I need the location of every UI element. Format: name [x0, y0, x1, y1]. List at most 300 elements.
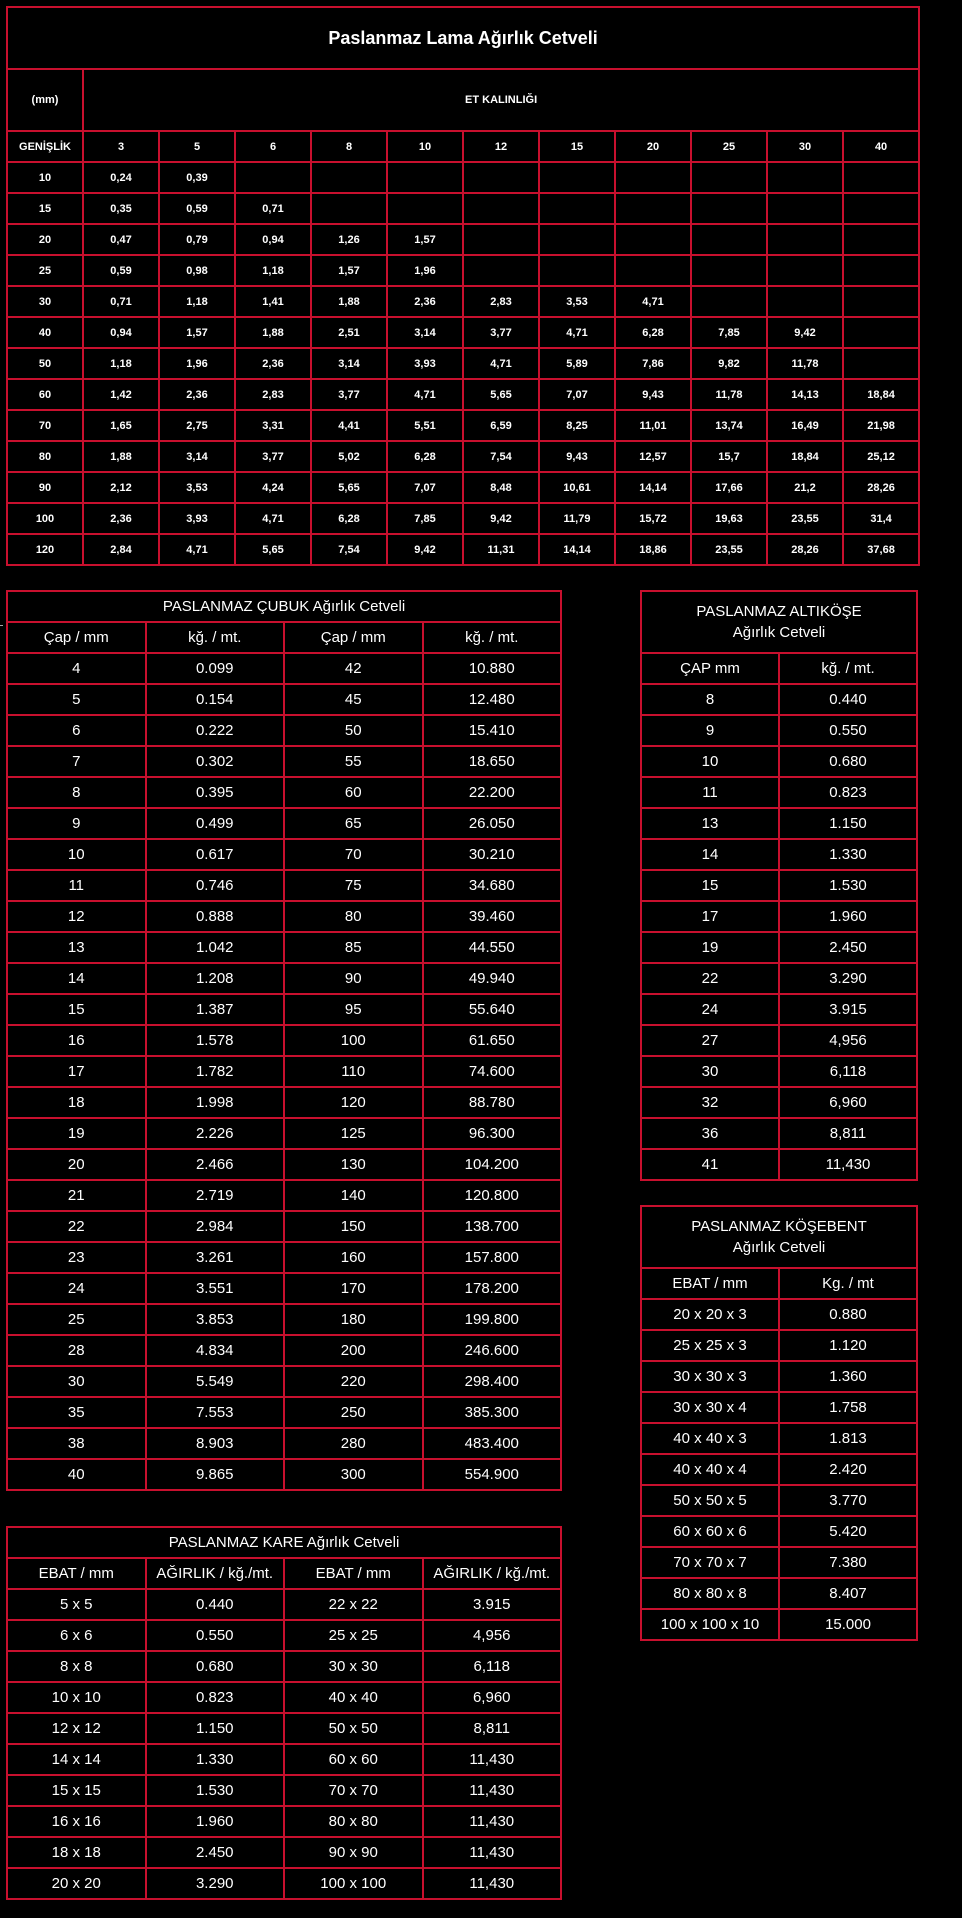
lama-weight-cell	[843, 286, 919, 317]
lama-weight-cell: 5,65	[463, 379, 539, 410]
table-row	[641, 1118, 917, 1149]
lama-weight-cell: 1,41	[235, 286, 311, 317]
altikose-header: kğ. / mt.	[779, 653, 917, 684]
cubuk-header: Çap / mm	[284, 622, 423, 653]
table-row	[7, 1366, 561, 1397]
kare-title: PASLANMAZ KARE Ağırlık Cetveli	[7, 1527, 561, 1558]
cubuk-cell: 74.600	[423, 1056, 562, 1087]
edge-tick	[0, 625, 3, 626]
table-row	[641, 1609, 917, 1640]
lama-weight-cell: 3,53	[539, 286, 615, 317]
table-row	[7, 1242, 561, 1273]
lama-thickness-header: 15	[539, 131, 615, 162]
kosebent-cell: 1.360	[779, 1361, 917, 1392]
kare-cell: 22 x 22	[284, 1589, 423, 1620]
altikose-cell: 8,811	[779, 1118, 917, 1149]
cubuk-cell: 7.553	[146, 1397, 285, 1428]
cubuk-cell: 20	[7, 1149, 146, 1180]
table-row	[7, 839, 561, 870]
table-row	[7, 994, 561, 1025]
lama-weight-cell: 7,86	[615, 348, 691, 379]
cubuk-cell: 80	[284, 901, 423, 932]
table-row	[641, 963, 917, 994]
kosebent-cell: 3.770	[779, 1485, 917, 1516]
table-row	[7, 932, 561, 963]
cubuk-cell: 280	[284, 1428, 423, 1459]
table-row	[7, 379, 919, 410]
lama-weight-cell: 25,12	[843, 441, 919, 472]
cubuk-cell: 4	[7, 653, 146, 684]
cubuk-cell: 25	[7, 1304, 146, 1335]
kare-header: EBAT / mm	[284, 1558, 423, 1589]
lama-weight-cell: 15,7	[691, 441, 767, 472]
kare-header: AĞIRLIK / kğ./mt.	[423, 1558, 562, 1589]
lama-title: Paslanmaz Lama Ağırlık Cetveli	[7, 7, 919, 69]
lama-weight-cell	[463, 224, 539, 255]
cubuk-cell: 2.226	[146, 1118, 285, 1149]
cubuk-cell: 1.998	[146, 1087, 285, 1118]
lama-weight-cell: 9,43	[539, 441, 615, 472]
cubuk-header: kğ. / mt.	[423, 622, 562, 653]
lama-weight-cell: 6,28	[311, 503, 387, 534]
lama-weight-cell: 1,57	[387, 224, 463, 255]
lama-weight-cell: 3,14	[387, 317, 463, 348]
table-row	[641, 932, 917, 963]
lama-weight-cell	[539, 193, 615, 224]
lama-weight-cell	[235, 162, 311, 193]
altikose-cell: 1.150	[779, 808, 917, 839]
lama-weight-cell	[843, 224, 919, 255]
kosebent-cell: 7.380	[779, 1547, 917, 1578]
lama-thickness-header: 8	[311, 131, 387, 162]
kare-cell: 0.680	[146, 1651, 285, 1682]
lama-weight-cell: 7,54	[311, 534, 387, 565]
lama-width-cell: 40	[7, 317, 83, 348]
kare-header: AĞIRLIK / kğ./mt.	[146, 1558, 285, 1589]
cubuk-cell: 65	[284, 808, 423, 839]
lama-weight-cell: 7,07	[539, 379, 615, 410]
lama-weight-cell	[463, 255, 539, 286]
cubuk-cell: 5.549	[146, 1366, 285, 1397]
kosebent-header: Kg. / mt	[779, 1268, 917, 1299]
lama-weight-cell	[691, 286, 767, 317]
table-row	[7, 162, 919, 193]
lama-weight-cell: 6,59	[463, 410, 539, 441]
lama-weight-cell: 5,65	[235, 534, 311, 565]
kosebent-title-line2: Ağırlık Cetveli	[732, 1239, 826, 1256]
lama-weight-cell: 5,51	[387, 410, 463, 441]
lama-thickness-header: 40	[843, 131, 919, 162]
altikose-cell: 30	[641, 1056, 779, 1087]
table-row	[7, 1713, 561, 1744]
cubuk-cell: 0.499	[146, 808, 285, 839]
cubuk-cell: 138.700	[423, 1211, 562, 1242]
lama-weight-cell	[539, 224, 615, 255]
lama-width-cell: 50	[7, 348, 83, 379]
cubuk-cell: 2.984	[146, 1211, 285, 1242]
lama-weight-cell: 2,75	[159, 410, 235, 441]
lama-weight-cell: 3,93	[387, 348, 463, 379]
lama-weight-cell	[463, 162, 539, 193]
altikose-cell: 0.550	[779, 715, 917, 746]
altikose-cell: 19	[641, 932, 779, 963]
kare-cell: 14 x 14	[7, 1744, 146, 1775]
lama-weight-cell	[843, 193, 919, 224]
cubuk-cell: 180	[284, 1304, 423, 1335]
lama-weight-cell: 3,77	[311, 379, 387, 410]
kare-cell: 4,956	[423, 1620, 562, 1651]
cubuk-cell: 21	[7, 1180, 146, 1211]
lama-weight-cell: 1,96	[387, 255, 463, 286]
cubuk-cell: 13	[7, 932, 146, 963]
lama-weight-cell: 0,59	[159, 193, 235, 224]
kare-cell: 30 x 30	[284, 1651, 423, 1682]
cubuk-cell: 100	[284, 1025, 423, 1056]
kare-cell: 0.823	[146, 1682, 285, 1713]
kare-cell: 8,811	[423, 1713, 562, 1744]
lama-weight-cell	[387, 162, 463, 193]
altikose-cell: 15	[641, 870, 779, 901]
kare-cell: 1.330	[146, 1744, 285, 1775]
kosebent-cell: 30 x 30 x 3	[641, 1361, 779, 1392]
lama-thickness-header: 5	[159, 131, 235, 162]
cubuk-cell: 157.800	[423, 1242, 562, 1273]
table-row	[641, 1087, 917, 1118]
altikose-cell: 13	[641, 808, 779, 839]
lama-weight-cell	[311, 162, 387, 193]
kare-cell: 12 x 12	[7, 1713, 146, 1744]
table-row	[7, 472, 919, 503]
lama-weight-cell	[767, 193, 843, 224]
table-row	[641, 684, 917, 715]
lama-weight-cell: 18,86	[615, 534, 691, 565]
table-row	[7, 1304, 561, 1335]
lama-weight-cell: 9,43	[615, 379, 691, 410]
cubuk-header: kğ. / mt.	[146, 622, 285, 653]
lama-weight-cell: 9,82	[691, 348, 767, 379]
table-row	[7, 1428, 561, 1459]
cubuk-cell: 44.550	[423, 932, 562, 963]
lama-weight-cell	[843, 255, 919, 286]
cubuk-cell: 298.400	[423, 1366, 562, 1397]
lama-weight-cell: 0,35	[83, 193, 159, 224]
lama-weight-cell: 23,55	[691, 534, 767, 565]
kosebent-cell: 100 x 100 x 10	[641, 1609, 779, 1640]
altikose-cell: 32	[641, 1087, 779, 1118]
cubuk-cell: 554.900	[423, 1459, 562, 1490]
lama-weight-cell: 11,79	[539, 503, 615, 534]
kosebent-cell: 60 x 60 x 6	[641, 1516, 779, 1547]
kare-header: EBAT / mm	[7, 1558, 146, 1589]
altikose-title-line1: PASLANMAZ ALTIKÖŞE	[696, 603, 862, 620]
table-row	[641, 1299, 917, 1330]
kosebent-header: EBAT / mm	[641, 1268, 779, 1299]
lama-weight-cell: 16,49	[767, 410, 843, 441]
cubuk-cell: 250	[284, 1397, 423, 1428]
cubuk-cell: 19	[7, 1118, 146, 1149]
lama-weight-cell	[463, 193, 539, 224]
kare-cell: 50 x 50	[284, 1713, 423, 1744]
table-row	[7, 1682, 561, 1713]
lama-weight-cell: 2,36	[235, 348, 311, 379]
lama-weight-cell: 9,42	[463, 503, 539, 534]
cubuk-title: PASLANMAZ ÇUBUK Ağırlık Cetveli	[7, 591, 561, 622]
altikose-cell: 14	[641, 839, 779, 870]
lama-weight-cell: 7,07	[387, 472, 463, 503]
cubuk-cell: 50	[284, 715, 423, 746]
altikose-cell: 0.823	[779, 777, 917, 808]
lama-weight-cell: 1,65	[83, 410, 159, 441]
lama-weight-cell: 15,72	[615, 503, 691, 534]
lama-width-cell: 80	[7, 441, 83, 472]
altikose-cell: 36	[641, 1118, 779, 1149]
kare-cell: 15 x 15	[7, 1775, 146, 1806]
cubuk-cell: 2.466	[146, 1149, 285, 1180]
cubuk-cell: 120	[284, 1087, 423, 1118]
table-row	[641, 1454, 917, 1485]
kare-weight-table	[6, 1526, 562, 1900]
lama-weight-cell	[539, 162, 615, 193]
table-row	[7, 963, 561, 994]
cubuk-cell: 3.551	[146, 1273, 285, 1304]
lama-width-cell: 70	[7, 410, 83, 441]
lama-weight-cell: 11,01	[615, 410, 691, 441]
kosebent-cell: 40 x 40 x 4	[641, 1454, 779, 1485]
kare-cell: 10 x 10	[7, 1682, 146, 1713]
table-row	[641, 901, 917, 932]
lama-weight-cell: 9,42	[767, 317, 843, 348]
cubuk-cell: 125	[284, 1118, 423, 1149]
table-row	[641, 1485, 917, 1516]
lama-thickness-header: 20	[615, 131, 691, 162]
cubuk-cell: 220	[284, 1366, 423, 1397]
kare-cell: 20 x 20	[7, 1868, 146, 1899]
cubuk-cell: 3.853	[146, 1304, 285, 1335]
lama-weight-cell: 2,36	[83, 503, 159, 534]
lama-weight-cell: 11,31	[463, 534, 539, 565]
lama-group-label: ET KALINLIĞI	[83, 69, 919, 131]
lama-weight-cell	[843, 162, 919, 193]
lama-weight-cell: 10,61	[539, 472, 615, 503]
kare-cell: 70 x 70	[284, 1775, 423, 1806]
cubuk-cell: 110	[284, 1056, 423, 1087]
lama-weight-cell: 18,84	[843, 379, 919, 410]
cubuk-cell: 95	[284, 994, 423, 1025]
altikose-cell: 27	[641, 1025, 779, 1056]
lama-weight-cell	[691, 224, 767, 255]
lama-weight-cell: 4,71	[615, 286, 691, 317]
table-row	[641, 1330, 917, 1361]
lama-weight-cell	[767, 224, 843, 255]
lama-weight-cell: 31,4	[843, 503, 919, 534]
lama-thickness-header: 10	[387, 131, 463, 162]
lama-width-cell: 25	[7, 255, 83, 286]
table-row	[641, 1361, 917, 1392]
lama-weight-cell	[615, 224, 691, 255]
lama-weight-cell: 19,63	[691, 503, 767, 534]
lama-weight-cell	[691, 255, 767, 286]
lama-weight-cell: 6,28	[387, 441, 463, 472]
lama-weight-cell: 5,89	[539, 348, 615, 379]
table-row	[7, 1651, 561, 1682]
altikose-cell: 1.530	[779, 870, 917, 901]
cubuk-cell: 0.395	[146, 777, 285, 808]
cubuk-cell: 7	[7, 746, 146, 777]
cubuk-cell: 61.650	[423, 1025, 562, 1056]
cubuk-cell: 30.210	[423, 839, 562, 870]
lama-weight-cell: 21,2	[767, 472, 843, 503]
altikose-cell: 9	[641, 715, 779, 746]
cubuk-cell: 160	[284, 1242, 423, 1273]
cubuk-cell: 140	[284, 1180, 423, 1211]
altikose-cell: 1.960	[779, 901, 917, 932]
cubuk-cell: 28	[7, 1335, 146, 1366]
cubuk-cell: 178.200	[423, 1273, 562, 1304]
table-row	[7, 255, 919, 286]
altikose-cell: 3.290	[779, 963, 917, 994]
table-row	[641, 746, 917, 777]
cubuk-cell: 130	[284, 1149, 423, 1180]
altikose-cell: 11	[641, 777, 779, 808]
lama-weight-cell: 2,51	[311, 317, 387, 348]
lama-weight-cell: 2,36	[159, 379, 235, 410]
cubuk-cell: 483.400	[423, 1428, 562, 1459]
lama-thickness-header: 25	[691, 131, 767, 162]
altikose-cell: 41	[641, 1149, 779, 1180]
altikose-cell: 10	[641, 746, 779, 777]
cubuk-weight-table	[6, 590, 562, 1491]
cubuk-cell: 60	[284, 777, 423, 808]
lama-weight-cell	[767, 255, 843, 286]
kare-cell: 8 x 8	[7, 1651, 146, 1682]
lama-weight-cell: 11,78	[691, 379, 767, 410]
lama-weight-cell: 4,71	[159, 534, 235, 565]
altikose-cell: 6,118	[779, 1056, 917, 1087]
lama-weight-cell	[767, 162, 843, 193]
lama-weight-cell: 14,13	[767, 379, 843, 410]
cubuk-cell: 24	[7, 1273, 146, 1304]
kare-cell: 3.290	[146, 1868, 285, 1899]
table-row	[7, 348, 919, 379]
lama-thickness-header: 6	[235, 131, 311, 162]
lama-weight-cell: 1,96	[159, 348, 235, 379]
table-row	[7, 777, 561, 808]
cubuk-cell: 2.719	[146, 1180, 285, 1211]
kosebent-cell: 25 x 25 x 3	[641, 1330, 779, 1361]
table-row	[641, 1149, 917, 1180]
table-row	[641, 1056, 917, 1087]
cubuk-cell: 11	[7, 870, 146, 901]
lama-weight-cell: 0,94	[83, 317, 159, 348]
lama-weight-cell: 0,59	[83, 255, 159, 286]
table-row	[641, 1516, 917, 1547]
table-row	[7, 1744, 561, 1775]
cubuk-cell: 40	[7, 1459, 146, 1490]
altikose-cell: 17	[641, 901, 779, 932]
lama-thickness-header: 12	[463, 131, 539, 162]
table-row	[7, 286, 919, 317]
lama-weight-cell: 0,47	[83, 224, 159, 255]
table-row	[7, 1056, 561, 1087]
lama-weight-cell: 1,18	[159, 286, 235, 317]
lama-width-cell: 30	[7, 286, 83, 317]
table-row	[7, 1806, 561, 1837]
table-row	[7, 746, 561, 777]
cubuk-cell: 9	[7, 808, 146, 839]
kosebent-cell: 20 x 20 x 3	[641, 1299, 779, 1330]
kare-cell: 1.150	[146, 1713, 285, 1744]
cubuk-cell: 15.410	[423, 715, 562, 746]
cubuk-cell: 200	[284, 1335, 423, 1366]
cubuk-cell: 3.261	[146, 1242, 285, 1273]
lama-weight-cell: 7,85	[387, 503, 463, 534]
cubuk-cell: 0.222	[146, 715, 285, 746]
kare-cell: 80 x 80	[284, 1806, 423, 1837]
lama-weight-cell: 3,14	[311, 348, 387, 379]
lama-weight-cell: 3,53	[159, 472, 235, 503]
cubuk-cell: 55	[284, 746, 423, 777]
cubuk-header: Çap / mm	[7, 622, 146, 653]
altikose-cell: 2.450	[779, 932, 917, 963]
table-row	[641, 1578, 917, 1609]
table-row	[641, 808, 917, 839]
kare-cell: 1.530	[146, 1775, 285, 1806]
kare-cell: 1.960	[146, 1806, 285, 1837]
altikose-title	[641, 591, 917, 653]
table-row	[7, 1273, 561, 1304]
table-row	[7, 1149, 561, 1180]
altikose-cell: 22	[641, 963, 779, 994]
lama-weight-cell	[767, 286, 843, 317]
cubuk-cell: 18	[7, 1087, 146, 1118]
lama-weight-cell: 1,88	[83, 441, 159, 472]
cubuk-cell: 8	[7, 777, 146, 808]
lama-width-cell: 120	[7, 534, 83, 565]
table-row	[641, 777, 917, 808]
cubuk-cell: 26.050	[423, 808, 562, 839]
cubuk-cell: 385.300	[423, 1397, 562, 1428]
lama-weight-cell: 9,42	[387, 534, 463, 565]
table-row	[7, 901, 561, 932]
kare-cell: 60 x 60	[284, 1744, 423, 1775]
cubuk-cell: 96.300	[423, 1118, 562, 1149]
lama-weight-cell: 23,55	[767, 503, 843, 534]
kosebent-cell: 70 x 70 x 7	[641, 1547, 779, 1578]
table-row	[7, 1775, 561, 1806]
lama-weight-cell: 12,57	[615, 441, 691, 472]
cubuk-cell: 8.903	[146, 1428, 285, 1459]
lama-width-cell: 20	[7, 224, 83, 255]
cubuk-cell: 22	[7, 1211, 146, 1242]
lama-weight-cell	[691, 162, 767, 193]
kare-cell: 11,430	[423, 1744, 562, 1775]
table-row	[7, 1397, 561, 1428]
lama-width-cell: 90	[7, 472, 83, 503]
altikose-cell: 3.915	[779, 994, 917, 1025]
lama-weight-cell	[311, 193, 387, 224]
lama-weight-cell: 3,31	[235, 410, 311, 441]
table-row	[7, 1868, 561, 1899]
altikose-cell: 4,956	[779, 1025, 917, 1056]
lama-weight-cell: 7,85	[691, 317, 767, 348]
cubuk-cell: 88.780	[423, 1087, 562, 1118]
kosebent-title-line1: PASLANMAZ KÖŞEBENT	[691, 1218, 867, 1235]
lama-weight-cell: 3,77	[463, 317, 539, 348]
cubuk-cell: 0.099	[146, 653, 285, 684]
lama-weight-cell: 5,65	[311, 472, 387, 503]
cubuk-cell: 16	[7, 1025, 146, 1056]
kare-cell: 0.440	[146, 1589, 285, 1620]
